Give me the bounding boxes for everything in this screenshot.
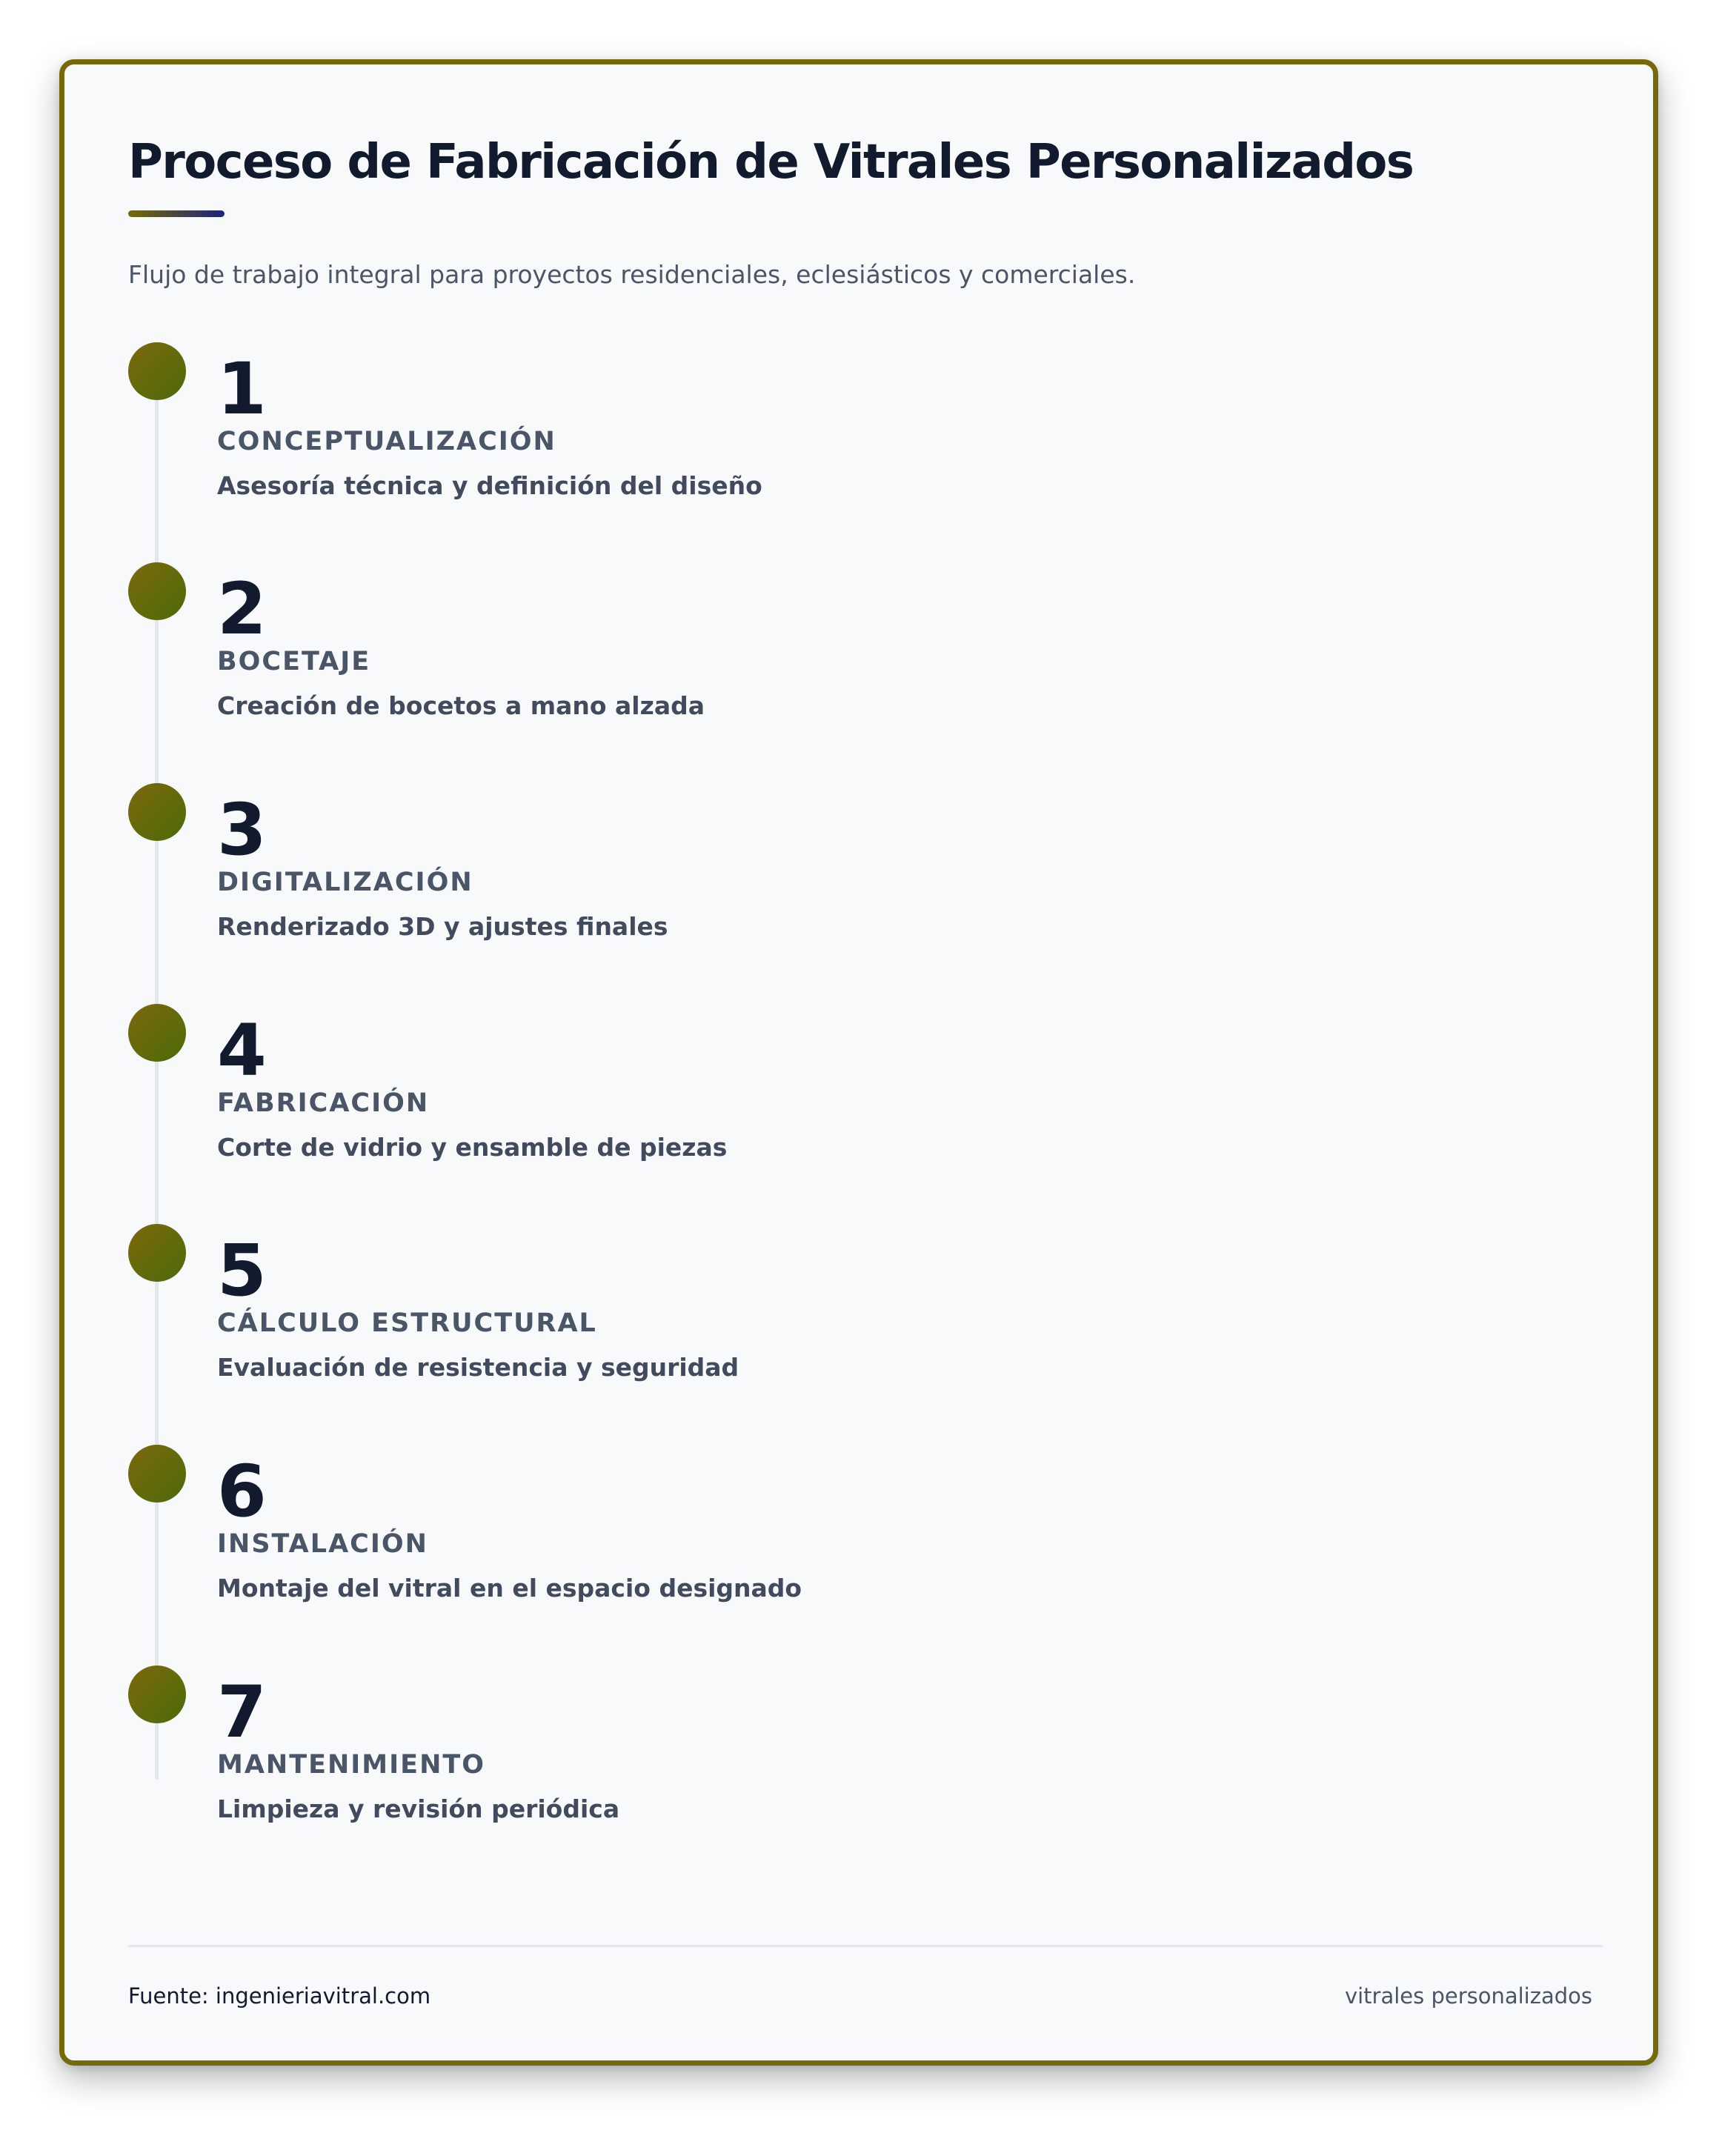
step-name: BOCETAJE [217, 647, 371, 676]
step-name: INSTALACIÓN [217, 1529, 428, 1559]
step-name: CÁLCULO ESTRUCTURAL [217, 1308, 597, 1338]
step-name: FABRICACIÓN [217, 1088, 430, 1118]
step-marker [128, 1224, 186, 1282]
step-description: Montaje del vitral en el espacio designado [217, 1574, 802, 1603]
page-title: Proceso de Fabricación de Vitrales Personalizados [128, 135, 1414, 190]
footer-tag: vitrales personalizados [1344, 1983, 1592, 2009]
step-number: 3 [217, 788, 267, 871]
step-marker [128, 1666, 186, 1723]
timeline-step-6 [128, 1445, 1240, 1637]
step-number: 5 [217, 1229, 267, 1312]
step-number: 4 [217, 1009, 267, 1092]
step-number: 7 [217, 1671, 267, 1754]
footer-divider [128, 1945, 1603, 1947]
step-marker [128, 1004, 186, 1062]
step-number: 2 [217, 568, 267, 651]
timeline-step-4 [128, 1004, 1240, 1197]
step-description: Asesoría técnica y definición del diseño [217, 471, 762, 500]
page-subtitle: Flujo de trabajo integral para proyectos residenciales, eclesiásticos y comerciales. [128, 260, 1136, 289]
step-number: 1 [217, 347, 267, 430]
timeline-step-5 [128, 1224, 1240, 1417]
process-card [59, 59, 1658, 2066]
timeline-step-2 [128, 562, 1240, 755]
title-underline [128, 210, 225, 217]
step-description: Corte de vidrio y ensamble de piezas [217, 1133, 728, 1162]
step-description: Renderizado 3D y ajustes finales [217, 912, 668, 941]
timeline-step-3 [128, 783, 1240, 976]
step-description: Limpieza y revisión periódica [217, 1794, 620, 1823]
timeline-step-7 [128, 1666, 1240, 1858]
step-description: Evaluación de resistencia y seguridad [217, 1353, 739, 1382]
footer-source: Fuente: ingenieriavitral.com [128, 1983, 431, 2009]
step-description: Creación de bocetos a mano alzada [217, 691, 705, 720]
step-number: 6 [217, 1450, 267, 1533]
step-marker [128, 342, 186, 400]
step-marker [128, 783, 186, 841]
step-name: CONCEPTUALIZACIÓN [217, 427, 556, 456]
step-name: MANTENIMIENTO [217, 1750, 485, 1780]
step-marker [128, 1445, 186, 1503]
step-marker [128, 562, 186, 620]
timeline-step-1 [128, 342, 1240, 535]
step-name: DIGITALIZACIÓN [217, 868, 473, 897]
